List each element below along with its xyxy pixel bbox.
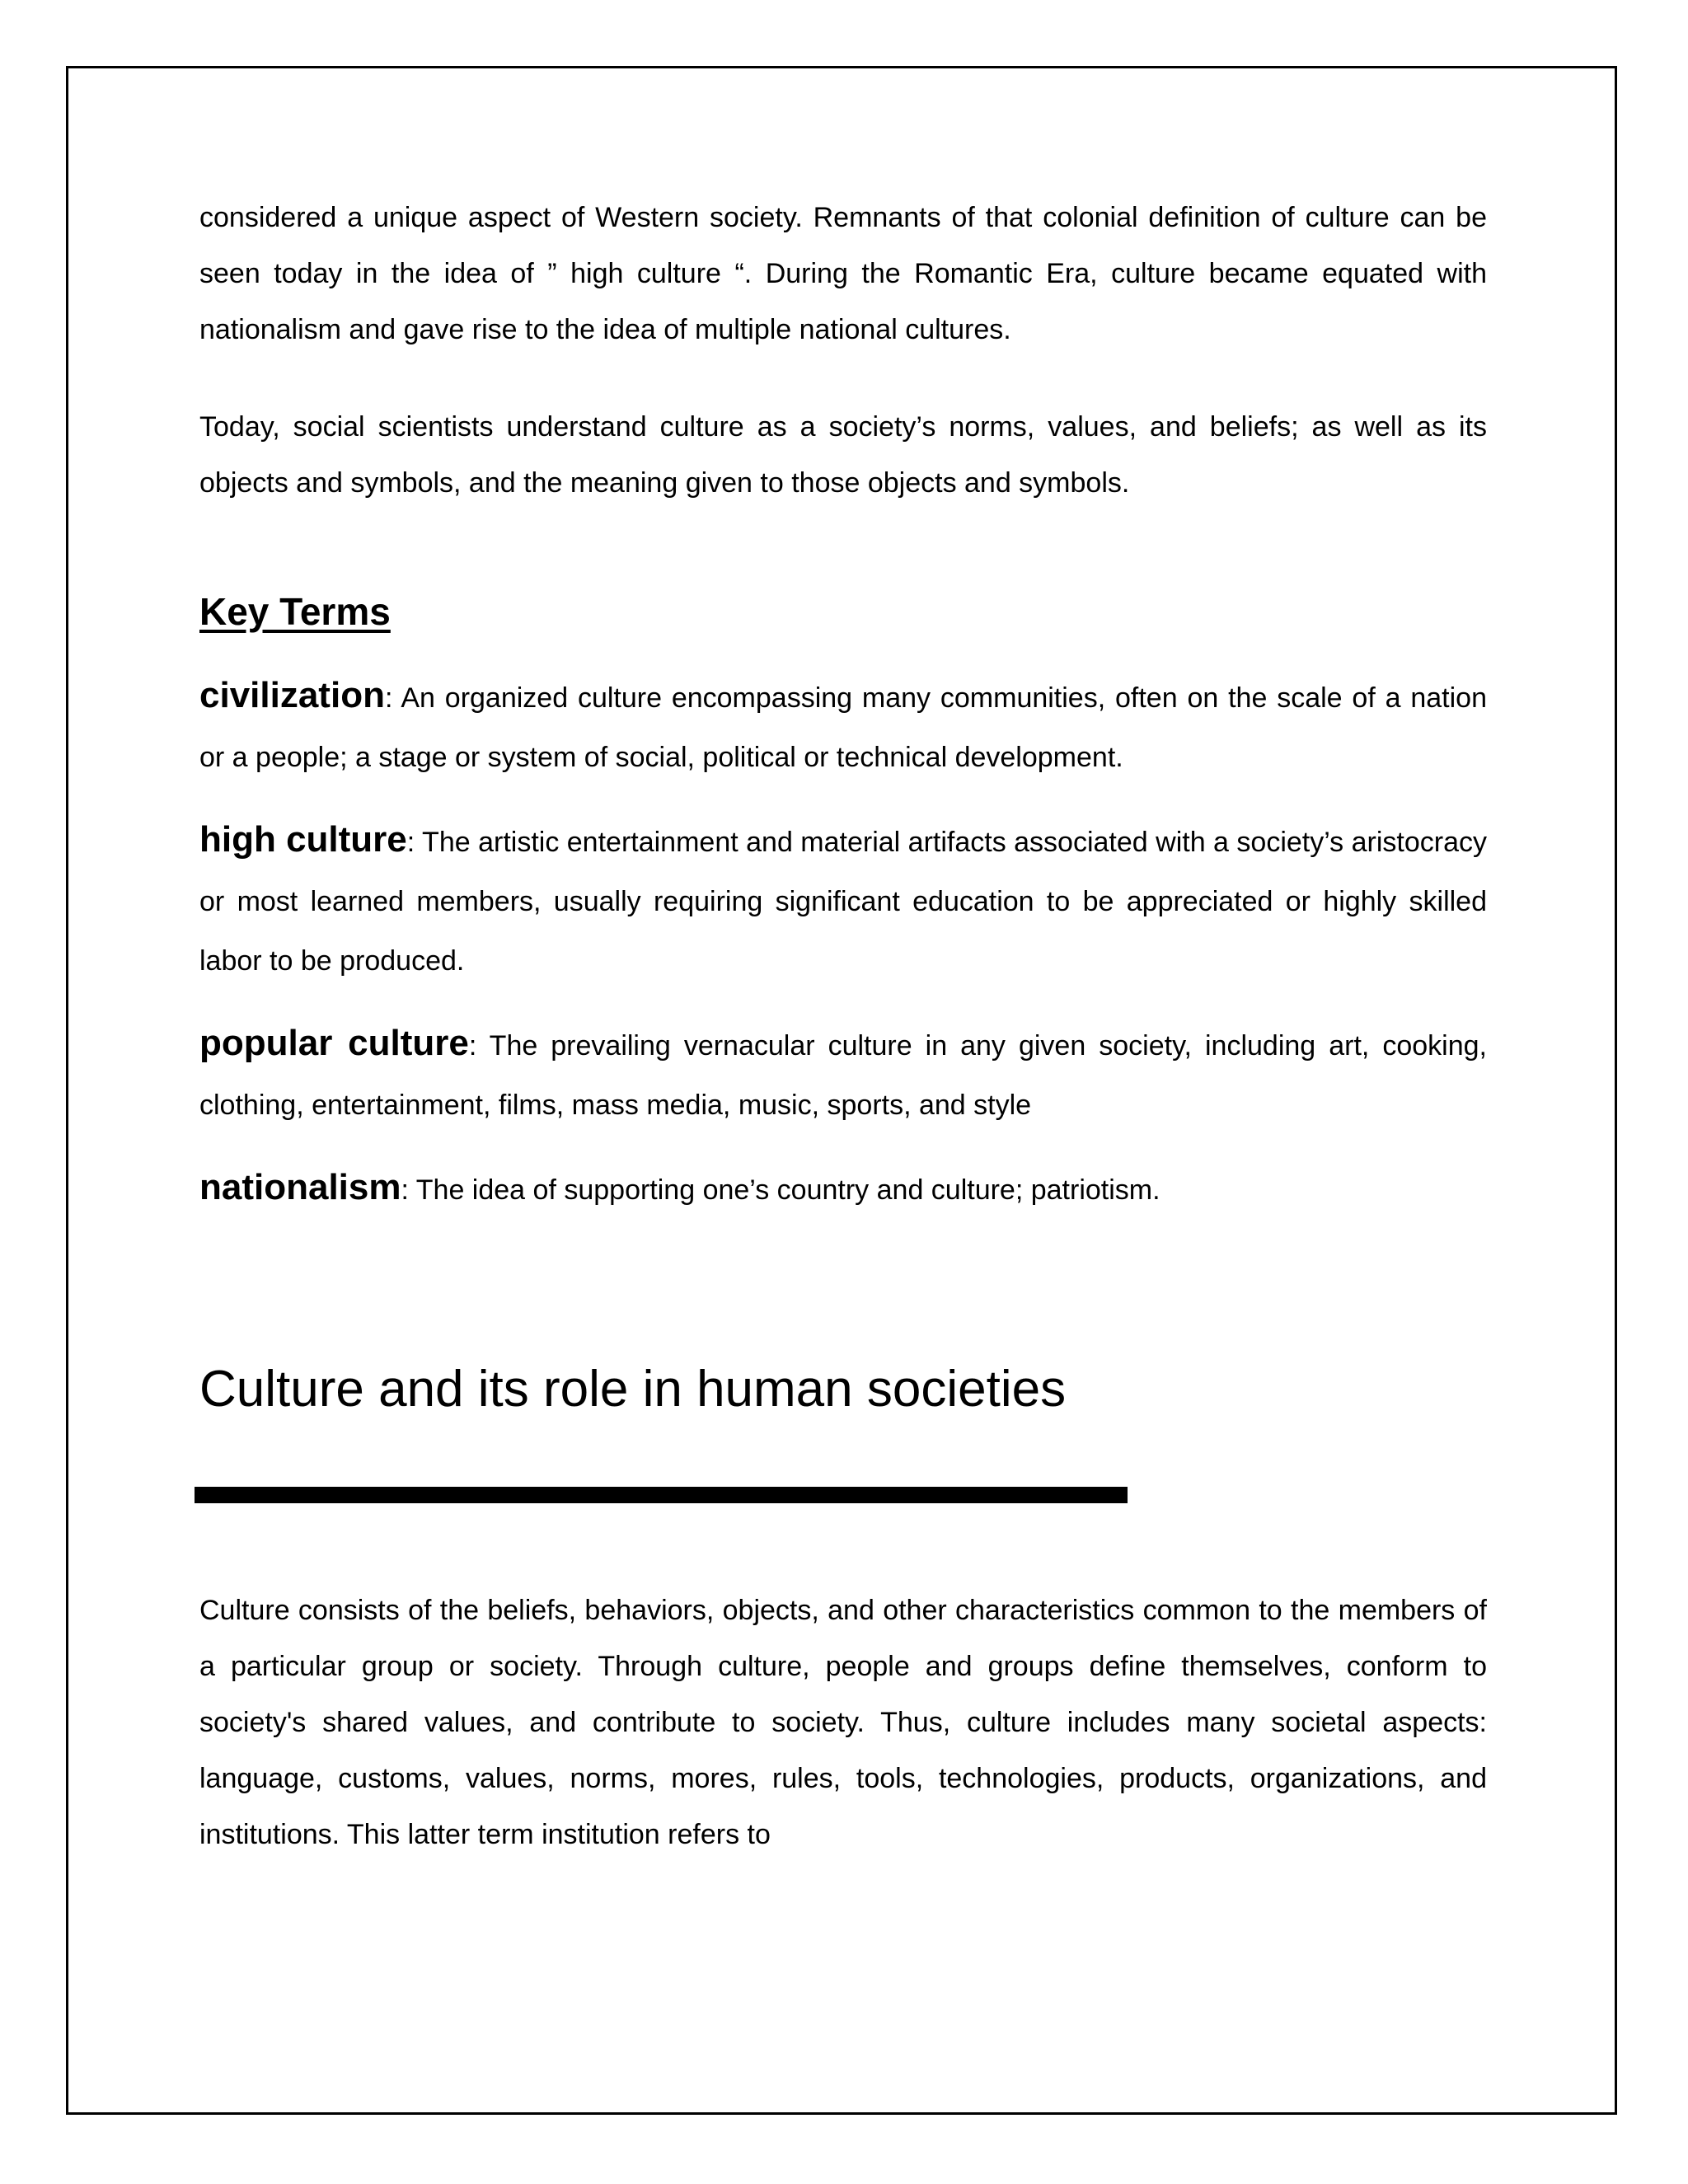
term-civilization bbox=[199, 666, 1487, 787]
section-body: Culture consists of the beliefs, behaviors, objects, and other characteristics common to the members of a particular group or society. Through culture, people and groups define themselves, conform to society's shared values, and contribute to society. Thus, culture includes many societal aspects: language, customs, values, norms, mores, rules, tools, technologies, products, organizations, and institutions. This latter term institution refers to bbox=[199, 1595, 1487, 1850]
intro-paragraph-1: considered a unique aspect of Western society. Remnants of that colonial definition of culture can be seen today in the idea of ” high culture “. During the Romantic Era, culture became equated with nationalism and gave rise to the idea of multiple national cultures. bbox=[199, 202, 1487, 345]
term-name: high culture bbox=[199, 819, 407, 860]
term-popular-culture bbox=[199, 1014, 1487, 1135]
term-definition: : An organized culture encompassing many communities, often on the scale of a nation or a people; a stage or system of social, political or technical development. bbox=[199, 682, 1487, 773]
key-terms-heading: Key Terms bbox=[199, 590, 391, 633]
title-rule bbox=[195, 1487, 1128, 1503]
term-name: popular culture bbox=[199, 1023, 469, 1063]
document-content bbox=[199, 190, 1487, 1863]
term-nationalism bbox=[199, 1158, 1487, 1220]
term-definition: : The prevailing vernacular culture in any given society, including art, cooking, clothing, entertainment, films, mass media, music, sports, and style bbox=[199, 1030, 1487, 1121]
term-name: civilization bbox=[199, 675, 385, 715]
term-definition: : The artistic entertainment and material artifacts associated with a society’s aristocracy or most learned members, usually requiring significant education to be appreciated or highly skilled labor to be produced. bbox=[199, 827, 1487, 977]
term-name: nationalism bbox=[199, 1167, 401, 1207]
term-definition: : The idea of supporting one’s country and culture; patriotism. bbox=[401, 1174, 1160, 1206]
section-title: Culture and its role in human societies bbox=[199, 1361, 1067, 1418]
intro-paragraph-2: Today, social scientists understand culture as a society’s norms, values, and beliefs; as well as its objects and symbols, and the meaning given to those objects and symbols. bbox=[199, 411, 1487, 499]
term-high-culture bbox=[199, 810, 1487, 991]
